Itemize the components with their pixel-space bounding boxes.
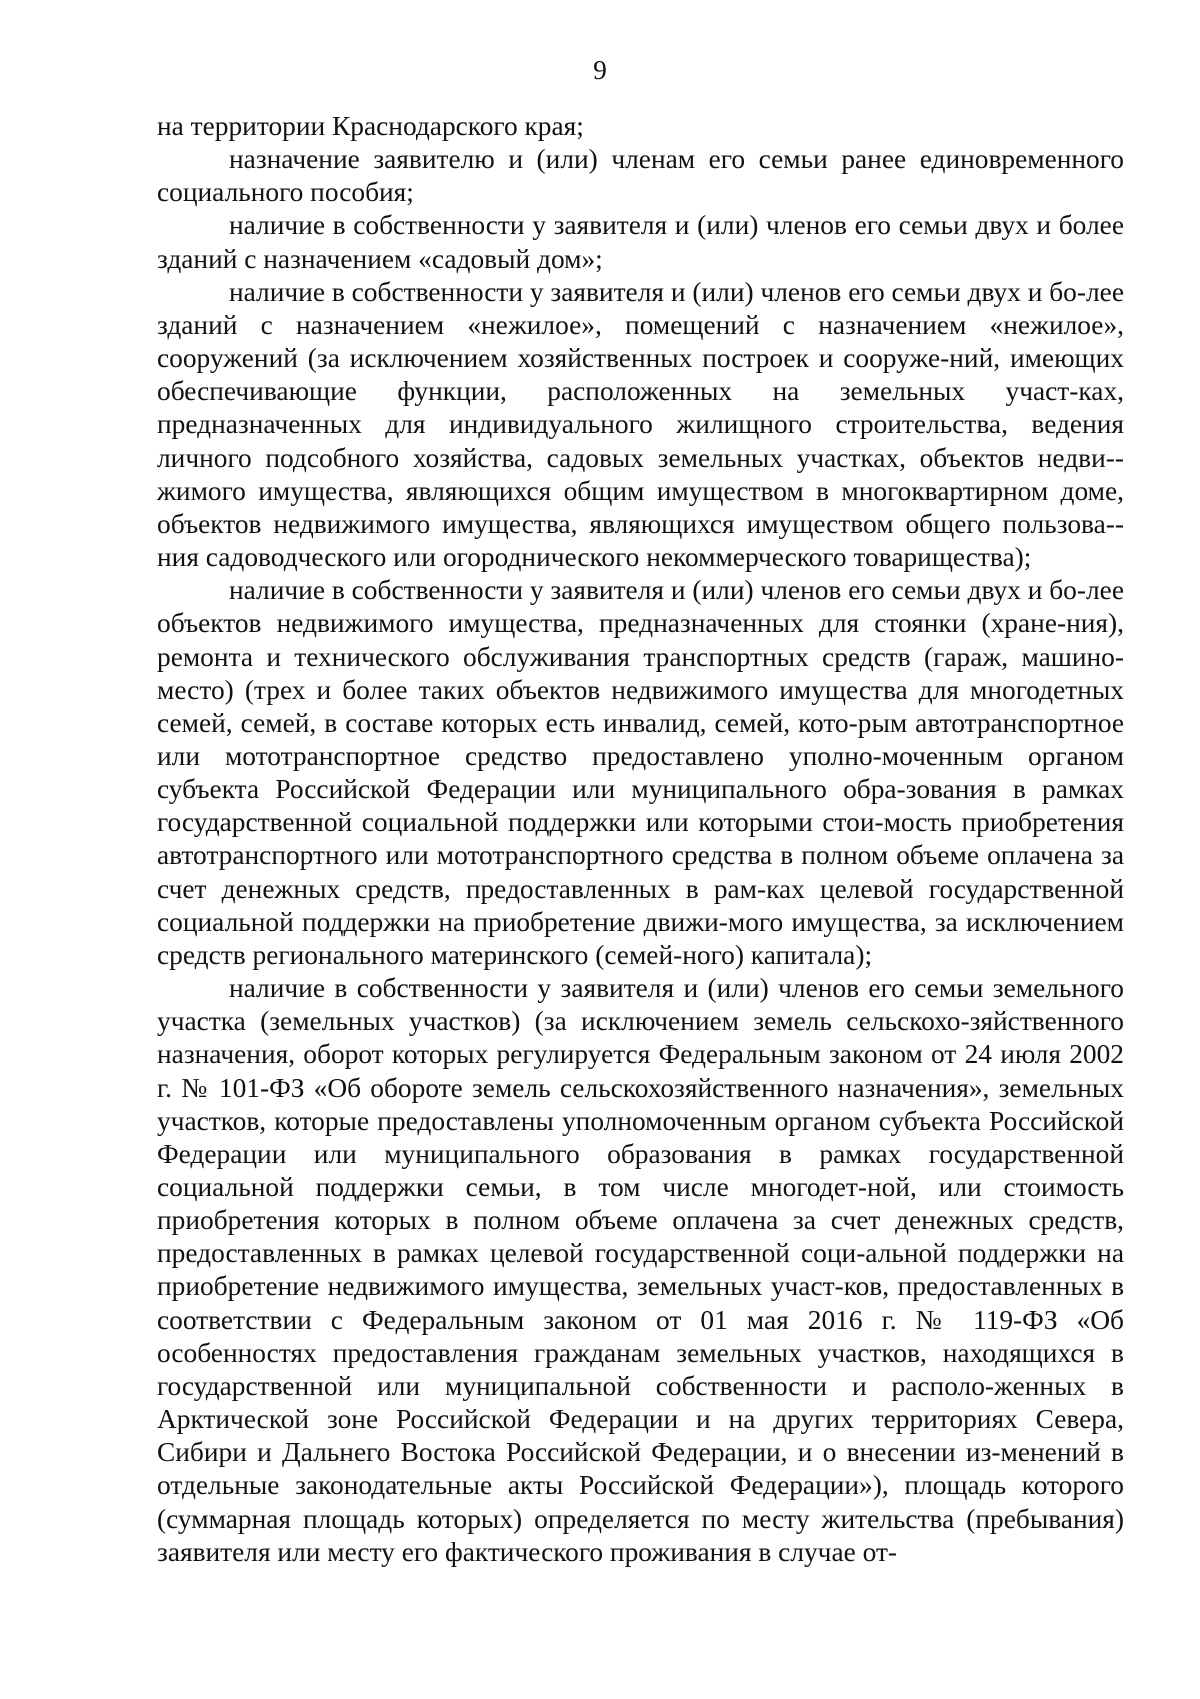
paragraph-non-residential-buildings: наличие в собственности у заявителя и (или) членов его семьи двух и бо-лее зданий с назначением «нежилое», помещений с назначением «нежилое», сооружений (за исключением хозяйственных построек и сооруже-ний, имеющих обеспечивающие функции, расположенных на земельных участ-ках, предназначенных для индивидуального жилищного строительства, ведения личного подсобного хозяйства, садовых земельных участках, объектов недви-жимого имущества, являющихся общим имуществом в многоквартирном доме, объектов недвижимого имущества, являющихся имуществом общего пользова-ния садоводческого или огороднического некоммерческого товарищества); [157, 276, 1124, 573]
document-body [157, 110, 1124, 1569]
paragraph-continuation: на территории Краснодарского края; [157, 111, 584, 141]
paragraph-land-plots: наличие в собственности у заявителя и (или) членов его семьи земельного участка (земельных участков) (за исключением земель сельскохо-зяйственного назначения, оборот которых регулируется Федеральным законом от 24 июля 2002 г. № 101-ФЗ «Об обороте земель сельскохозяйственного назначения», земельных участков, которые предоставлены уполномоченным органом субъекта Российской Федерации или муниципального образования в рамках государственной социальной поддержки семьи, в том числе многодет-ной, или стоимость приобретения которых в полном объеме оплачена за счет денежных средств, предоставленных в рамках целевой государственной соци-альной поддержки на приобретение недвижимого имущества, земельных участ-ков, предоставленных в соответствии с Федеральным законом от 01 мая 2016 г. № 119-ФЗ «Об особенностях предоставления гражданам земельных участков, находящихся в государственной или муниципальной собственности и располо-женных в Арктической зоне Российской Федерации и на других территориях Севера, Сибири и Дальнего Востока Российской Федерации, и о внесении из-менений в отдельные законодательные акты Российской Федерации»), площадь которого (суммарная площадь которых) определяется по месту жительства (пребывания) заявителя или месту его фактического проживания в случае от- [157, 973, 1124, 1567]
paragraph-lump-sum-allowance: назначение заявителю и (или) членам его семьи ранее единовременного социального пособия; [157, 144, 1124, 208]
page-number: 9 [593, 55, 607, 85]
paragraph-garden-houses: наличие в собственности у заявителя и (или) членов его семьи двух и более зданий с назначением «садовый дом»; [157, 210, 1124, 274]
paragraph-vehicle-storage-property: наличие в собственности у заявителя и (или) членов его семьи двух и бо-лее объектов недвижимого имущества, предназначенных для стоянки (хране-ния), ремонта и технического обслуживания транспортных средств (гараж, машино-место) (трех и более таких объектов недвижимого имущества для многодетных семей, семей, в составе которых есть инвалид, семей, кото-рым автотранспортное или мототранспортное средство предоставлено уполно-моченным органом субъекта Российской Федерации или муниципального обра-зования в рамках государственной социальной поддержки или которыми стои-мость приобретения автотранспортного или мототранспортного средства в полном объеме оплачена за счет денежных средств, предоставленных в рам-ках целевой государственной социальной поддержки на приобретение движи-мого имущества, за исключением средств регионального материнского (семей-ного) капитала); [157, 575, 1124, 970]
